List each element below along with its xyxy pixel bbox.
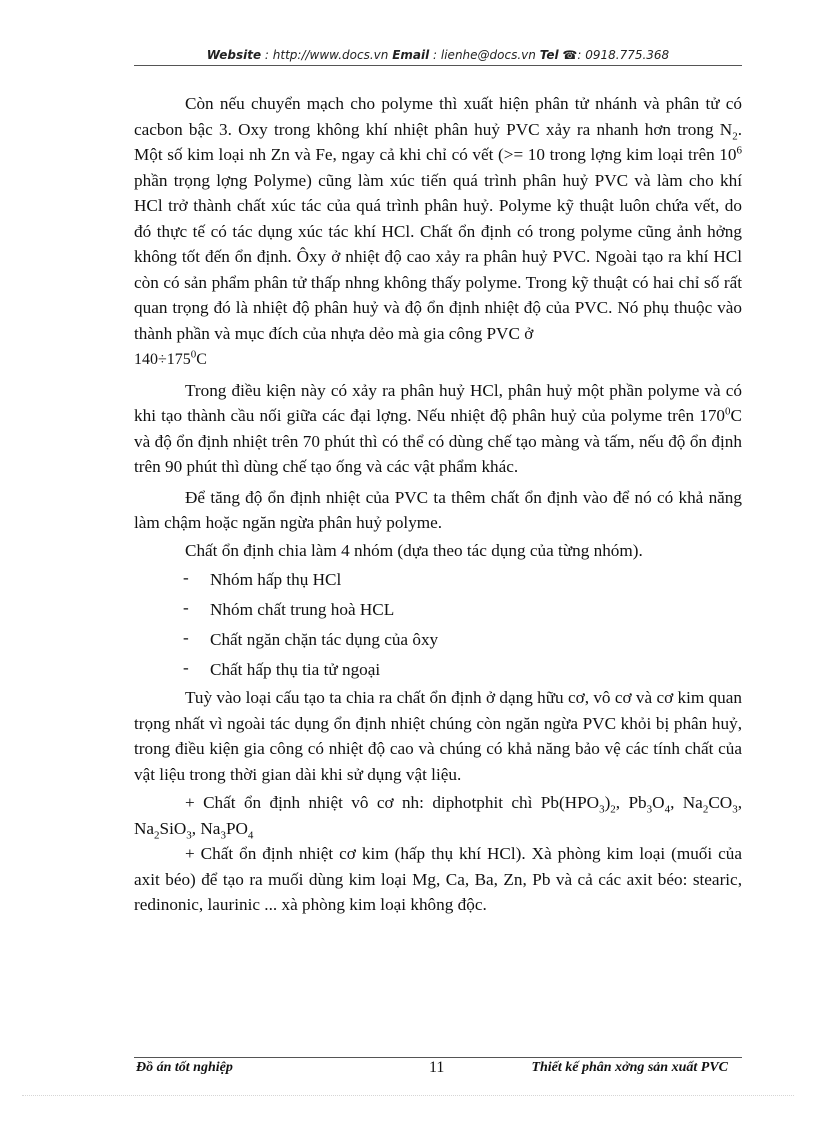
paragraph-2: Trong điều kiện này có xảy ra phân huỷ HCl, phân huỷ một phần polyme và có khi tạo thành cầu nối giữa các đại lợng. Nếu nhiệt độ phân huỷ của polyme trên $170^0C$ và độ ổn định nhiệt trên 70 phút thì có thể có dùng chế tạo màng và tấm, nếu độ ổn định trên 90 phút thì dùng chế tạo ống và các vật phẩm khác. — [134, 380, 742, 476]
stabilizer-group-list — [134, 565, 742, 685]
website-value: : http://www.docs.vn — [261, 48, 393, 62]
paragraph-6: + Chất ổn định nhiệt vô cơ nh: diphotphit chì $Pb(HPO_3)_2$, $Pb_3O_4$, $Na_2CO_3$, $Na_2SiO_3$, $Na_3PO_4$ — [134, 793, 743, 841]
email-label: Email — [392, 48, 430, 62]
header-divider — [134, 65, 742, 66]
document-body — [134, 91, 742, 918]
paragraph-7: + Chất ổn định nhiệt cơ kim (hấp thụ khí HCl). Xà phòng kim loại (muối của axit béo) để tạo ra muối dùng kim loại Mg, Ca, Ba, Zn, Pb và cả các axit béo: stearic, redinonic, laurinic ... xà phòng kim loại không độc. — [134, 844, 742, 914]
page-header — [134, 48, 742, 62]
list-item: - Nhóm hấp thụ HCl — [183, 568, 342, 589]
temperature-range: $140\div 175^0C$ — [134, 348, 207, 368]
list-item: - Chất ngăn chặn tác dụng của ôxy — [183, 628, 439, 649]
page-footer — [134, 1058, 742, 1080]
tel-value: : 0918.775.368 — [577, 48, 670, 62]
list-item: - Chất hấp thụ tia tử ngoại — [183, 658, 381, 679]
footer-right-title: Thiết kế phân xởng sản xuất PVC — [531, 1060, 728, 1075]
email-value: : lienhe@docs.vn — [429, 48, 540, 62]
paragraph-3: Để tăng độ ổn định nhiệt của PVC ta thêm chất ổn định vào để nó có khả năng làm chậm hoặc ngăn ngừa phân huỷ polyme. — [134, 487, 742, 532]
paragraph-1: Còn nếu chuyển mạch cho polyme thì xuất hiện phân tử nhánh và phân tử có cacbon bậc 3. Oxy trong không khí nhiệt phân huỷ PVC xảy ra nhanh hơn trong $N_2$. Một số kim loại nh Zn và Fe, ngay cả khi chỉ có vết (>= 10 trong lợng kim loại trên $10^6$ phần trọng lợng Polyme) cũng làm xúc tiến quá trình phân huỷ PVC và làm cho khí HCl trở thành chất xúc tác của quá trình phân huỷ. Polyme kỹ thuật luôn chứa vết, do đó thực tế có tác dụng xúc tác khí HCl. Chất ổn định có trong polyme cũng ảnh hởng không tốt đến ổn định. Ôxy ở nhiệt độ cao xảy ra phân huỷ PVC. Ngoài tạo ra khí HCl còn có sản phẩm phân tử thấp nhng không thấy polyme. Trong kỹ thuật có hai chỉ số rất quan trọng đó là nhiệt độ phân huỷ và độ ổn định nhiệt độ của PVC. Nó phụ thuộc vào thành phần và mục đích của nhựa dẻo mà gia công PVC ở $140\div 175^0C$ — [134, 94, 742, 368]
phone-icon: ☎ — [562, 48, 578, 62]
footer-left-title: Đồ án tốt nghiệp — [136, 1060, 233, 1075]
paragraph-5: Tuỳ vào loại cấu tạo ta chia ra chất ổn định ở dạng hữu cơ, vô cơ và cơ kim quan trọng nhất vì ngoài tác dụng ổn định nhiệt chúng còn ngăn ngừa PVC khỏi bị phân huỷ, trong điều kiện gia công có nhiệt độ cao và chúng có khả năng bảo vệ các tính chất của vật liệu trong thời gian dài khi sử dụng vật liệu. — [134, 688, 742, 784]
paragraph-4: Chất ổn định chia làm 4 nhóm (dựa theo tác dụng của từng nhóm). — [185, 540, 643, 560]
page-number: 11 — [429, 1059, 445, 1076]
tel-label: Tel — [539, 48, 559, 62]
list-item: - Nhóm chất trung hoà HCL — [183, 598, 395, 619]
page-bottom-border — [22, 1095, 794, 1096]
website-label: Website — [206, 48, 262, 62]
